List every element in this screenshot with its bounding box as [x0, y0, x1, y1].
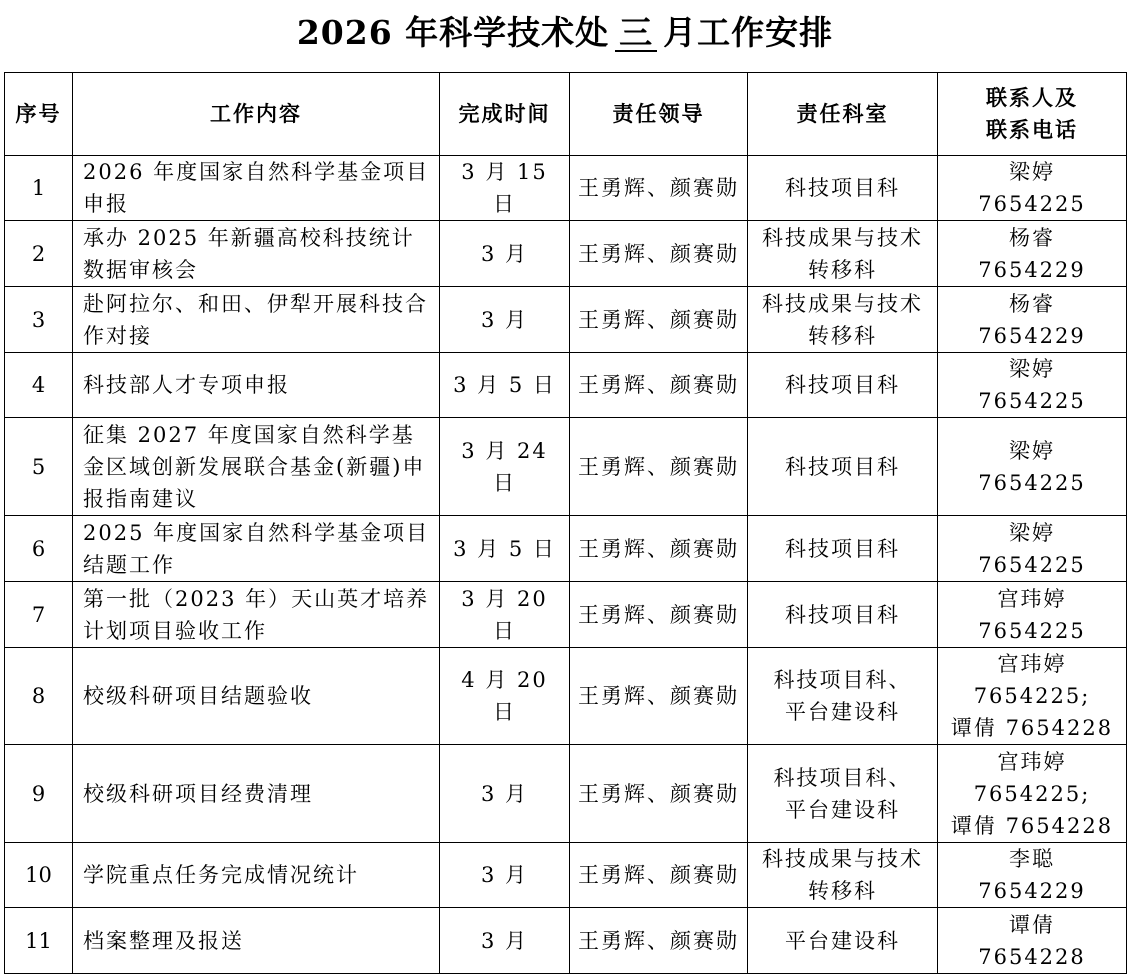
cell-contact-line2: 7654225: [978, 192, 1086, 216]
table-row: [5, 156, 1127, 221]
cell-contact-line1: 梁婷: [1009, 357, 1055, 381]
page-title: [0, 8, 1130, 58]
table-row: [5, 418, 1127, 516]
cell-leaders: 王勇辉、颜赛勋: [570, 221, 748, 287]
cell-index: 8: [5, 648, 73, 745]
header-leaders: 责任领导: [570, 73, 748, 156]
cell-office-line1: 科技项目科: [785, 602, 900, 627]
cell-index: 2: [5, 221, 73, 287]
cell-contact: [938, 353, 1127, 418]
cell-index: 9: [5, 745, 73, 843]
cell-office: [748, 908, 938, 974]
cell-contact-line1: 梁婷: [1009, 160, 1055, 184]
cell-office-line1: 科技项目科、: [773, 765, 912, 790]
header-contact: [938, 73, 1127, 156]
cell-deadline: 3 月: [440, 221, 570, 287]
cell-content: 第一批（2023 年）天山英才培养计划项目验收工作: [73, 582, 440, 648]
cell-content: 学院重点任务完成情况统计: [73, 843, 440, 908]
cell-contact: [938, 843, 1127, 908]
header-content: 工作内容: [73, 73, 440, 156]
cell-deadline: 3 月: [440, 287, 570, 353]
cell-deadline: 3 月: [440, 843, 570, 908]
cell-deadline: 3 月 5 日: [440, 353, 570, 418]
cell-contact-line2: 7654225: [978, 389, 1086, 413]
work-schedule-table: [4, 72, 1127, 974]
cell-content: 承办 2025 年新疆高校科技统计数据审核会: [73, 221, 440, 287]
table-row: [5, 843, 1127, 908]
cell-index: 1: [5, 156, 73, 221]
table-row: [5, 582, 1127, 648]
cell-contact-line2: 7654229: [978, 323, 1086, 348]
title-month: 三: [615, 16, 657, 52]
cell-contact-line1: 宫玮婷 7654225;: [973, 652, 1091, 708]
cell-office-line2: 平台建设科: [785, 700, 900, 724]
cell-office: [748, 582, 938, 648]
cell-leaders: 王勇辉、颜赛勋: [570, 648, 748, 745]
table-row: [5, 516, 1127, 582]
cell-office: [748, 353, 938, 418]
cell-leaders: 王勇辉、颜赛勋: [570, 582, 748, 648]
cell-leaders: 王勇辉、颜赛勋: [570, 418, 748, 516]
cell-office-line2: 平台建设科: [785, 797, 900, 822]
cell-contact: [938, 221, 1127, 287]
cell-deadline: 3 月 24 日: [440, 418, 570, 516]
cell-contact: [938, 516, 1127, 582]
cell-office: [748, 516, 938, 582]
cell-office: [748, 287, 938, 353]
table-row: [5, 908, 1127, 974]
cell-contact: [938, 287, 1127, 353]
cell-leaders: 王勇辉、颜赛勋: [570, 745, 748, 843]
table-row: [5, 287, 1127, 353]
cell-contact-line2: 7654225: [978, 470, 1086, 495]
cell-index: 11: [5, 908, 73, 974]
cell-contact: [938, 156, 1127, 221]
cell-office-line1: 平台建设科: [785, 928, 900, 953]
cell-contact-line2: 谭倩 7654228: [950, 813, 1114, 838]
cell-contact-line1: 梁婷: [1009, 438, 1055, 463]
table-row: [5, 648, 1127, 745]
cell-deadline: 4 月 20 日: [440, 648, 570, 745]
cell-contact: [938, 648, 1127, 745]
cell-content: 2025 年度国家自然科学基金项目结题工作: [73, 516, 440, 582]
cell-deadline: 3 月 15 日: [440, 156, 570, 221]
cell-contact: [938, 745, 1127, 843]
cell-office-line2: 转移科: [808, 257, 877, 282]
cell-office-line1: 科技成果与技术: [762, 225, 923, 250]
cell-contact-line1: 谭倩: [1009, 912, 1055, 937]
table-row: [5, 745, 1127, 843]
cell-deadline: 3 月: [440, 908, 570, 974]
cell-office-line1: 科技项目科、: [773, 668, 912, 692]
cell-index: 6: [5, 516, 73, 582]
cell-contact-line2: 谭倩 7654228: [950, 716, 1114, 740]
cell-content: 校级科研项目结题验收: [73, 648, 440, 745]
cell-office-line1: 科技项目科: [785, 373, 900, 397]
cell-contact-line1: 梁婷: [1009, 520, 1055, 545]
header-contact-line1: 联系人及: [986, 85, 1078, 110]
cell-deadline: 3 月 5 日: [440, 516, 570, 582]
cell-office-line2: 转移科: [808, 879, 877, 903]
cell-office: [748, 418, 938, 516]
cell-deadline: 3 月 20 日: [440, 582, 570, 648]
cell-office: [748, 648, 938, 745]
cell-content: 科技部人才专项申报: [73, 353, 440, 418]
cell-content: 校级科研项目经费清理: [73, 745, 440, 843]
cell-office: [748, 745, 938, 843]
cell-leaders: 王勇辉、颜赛勋: [570, 287, 748, 353]
cell-office: [748, 156, 938, 221]
cell-office: [748, 221, 938, 287]
cell-office-line2: 转移科: [808, 323, 877, 348]
title-suffix: 月工作安排: [663, 13, 834, 52]
cell-office: [748, 843, 938, 908]
cell-office-line1: 科技项目科: [785, 176, 900, 200]
cell-deadline: 3 月: [440, 745, 570, 843]
cell-contact: [938, 418, 1127, 516]
cell-contact-line1: 杨睿: [1009, 291, 1055, 316]
cell-contact: [938, 582, 1127, 648]
cell-index: 4: [5, 353, 73, 418]
cell-contact-line1: 杨睿: [1009, 225, 1055, 250]
cell-office-line1: 科技成果与技术: [762, 847, 923, 871]
cell-leaders: 王勇辉、颜赛勋: [570, 843, 748, 908]
title-prefix: 2026 年科学技术处: [296, 13, 610, 52]
cell-leaders: 王勇辉、颜赛勋: [570, 908, 748, 974]
cell-contact-line1: 宫玮婷 7654225: [978, 586, 1086, 643]
cell-content: 征集 2027 年度国家自然科学基金区域创新发展联合基金(新疆)申报指南建议: [73, 418, 440, 516]
cell-contact-line2: 7654229: [978, 879, 1086, 903]
header-index: 序号: [5, 73, 73, 156]
cell-content: 赴阿拉尔、和田、伊犁开展科技合作对接: [73, 287, 440, 353]
cell-contact-line2: 7654228: [978, 944, 1086, 969]
cell-content: 档案整理及报送: [73, 908, 440, 974]
table-header-row: [5, 73, 1127, 156]
cell-content: 2026 年度国家自然科学基金项目申报: [73, 156, 440, 221]
header-contact-line2: 联系电话: [986, 117, 1078, 142]
cell-contact: [938, 908, 1127, 974]
header-office: 责任科室: [748, 73, 938, 156]
cell-index: 10: [5, 843, 73, 908]
cell-contact-line2: 7654225: [978, 552, 1086, 577]
cell-index: 3: [5, 287, 73, 353]
cell-contact-line1: 李聪: [1009, 847, 1055, 871]
table-row: [5, 353, 1127, 418]
cell-office-line1: 科技项目科: [785, 454, 900, 479]
cell-index: 7: [5, 582, 73, 648]
cell-office-line1: 科技成果与技术: [762, 291, 923, 316]
cell-index: 5: [5, 418, 73, 516]
cell-contact-line2: 7654229: [978, 257, 1086, 282]
header-deadline: 完成时间: [440, 73, 570, 156]
table-row: [5, 221, 1127, 287]
cell-leaders: 王勇辉、颜赛勋: [570, 353, 748, 418]
cell-leaders: 王勇辉、颜赛勋: [570, 156, 748, 221]
cell-office-line1: 科技项目科: [785, 536, 900, 561]
cell-leaders: 王勇辉、颜赛勋: [570, 516, 748, 582]
cell-contact-line1: 宫玮婷 7654225;: [973, 749, 1091, 806]
